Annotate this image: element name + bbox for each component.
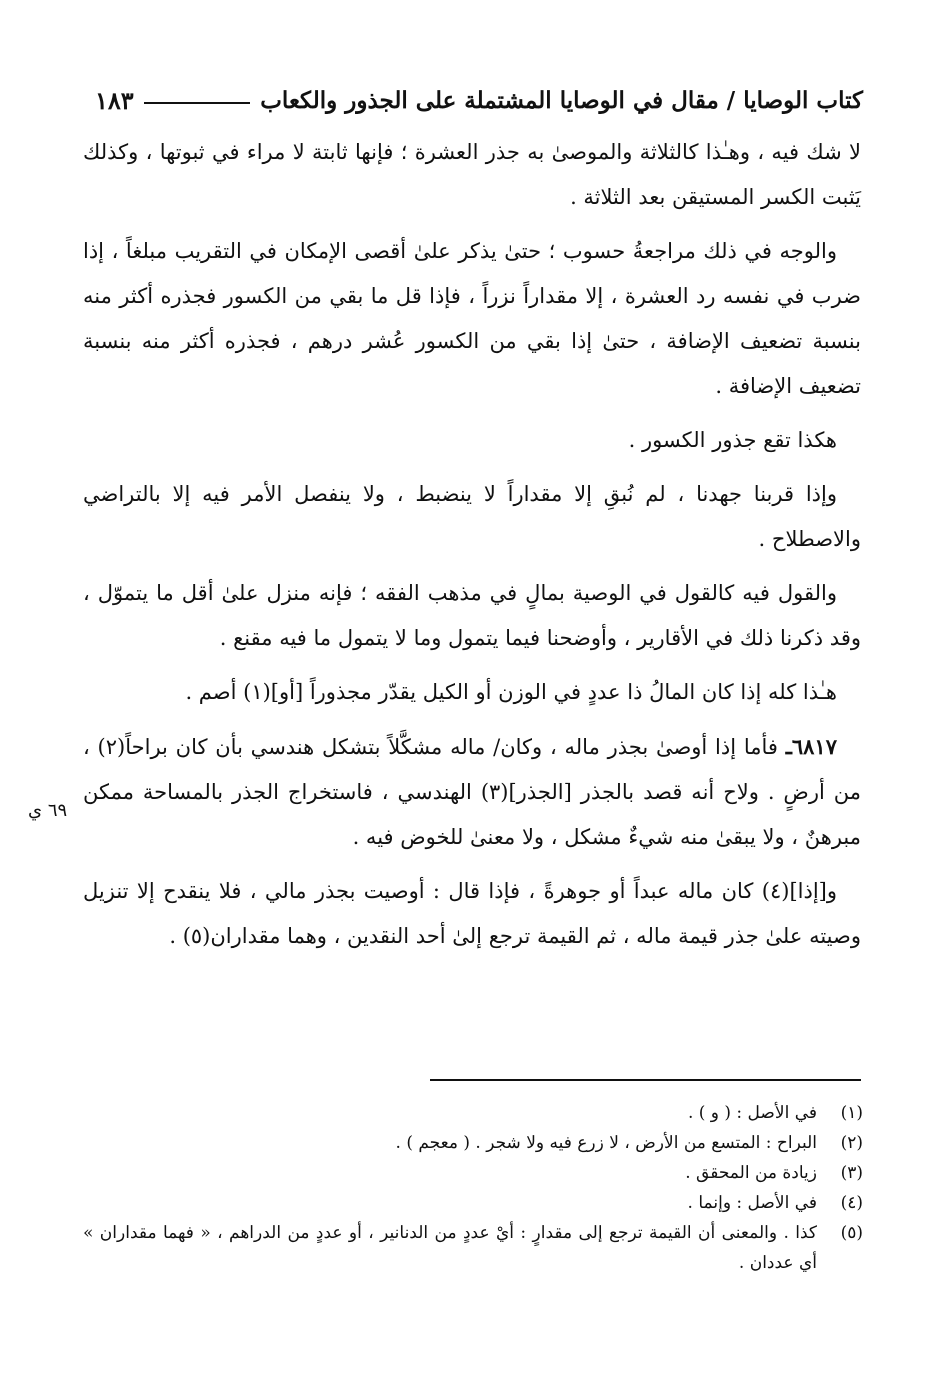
footnote-number: (١) [840, 1103, 863, 1123]
footnote-number: (٤) [840, 1193, 863, 1213]
footnotes [83, 1098, 863, 1278]
paragraph-text: فأما إذا أوصىٰ بجذر ماله ، وكان/ ماله مشكَّلاً بتشكل هندسي بأن كان براحاً(٢) ، من أرضٍ . ولاح أنه قصد بالجذر [الجذر](٣) الهندسي ، فاستخراج الجذر بالمساحة ممكن مبرهنٌ ، ولا يبقىٰ منه شيءٌ مشكل ، ولا معنىٰ للخوض فيه . [83, 735, 861, 849]
footnote-text: كذا . والمعنى أن القيمة ترجع إلى مقدارٍ : أيْ عددٍ من الدنانير ، أو عددٍ من الدراهم ، « فهما مقداران » أي عددان . [83, 1223, 817, 1273]
footnote-text: في الأصل : ( و ) . [687, 1103, 817, 1123]
footnote-text: البراح : المتسع من الأرض ، لا زرع فيه ولا شجر . ( معجم ) . [395, 1133, 817, 1153]
footnote [83, 1098, 863, 1128]
footnote-text: زيادة من المحقق . [685, 1163, 817, 1183]
paragraph: هكذا تقع جذور الكسور . [628, 428, 837, 452]
margin-folio-note: ٦٩ ي [28, 800, 68, 821]
footnote [83, 1218, 863, 1278]
footnote-number: (٣) [840, 1163, 863, 1183]
paragraph: والوجه في ذلك مراجعةُ حسوب ؛ حتىٰ يذكر علىٰ أقصى الإمكان في التقريب مبلغاً ، إذا ضرب في نفسه رد العشرة ، إلا مقداراً نزراً ، فإذا قل ما بقي من الكسور فجذره أكثر منه بنسبة تضعيف الإضافة ، حتىٰ إذا بقي من الكسور عُشر درهم ، فجذره أكثر منه بنسبة تضعيف الإضافة . [83, 239, 861, 398]
numbered-paragraph [83, 724, 861, 860]
footnote [83, 1128, 863, 1158]
paragraph: و[إذا](٤) كان ماله عبداً أو جوهرةً ، فإذا قال : أوصيت بجذر مالي ، فلا ينقدح إلا تنزيل وصيته علىٰ جذر قيمة ماله ، ثم القيمة ترجع إلىٰ أحد النقدين ، وهما مقداران(٥) . [83, 879, 861, 948]
header-title: كتاب الوصايا / مقال في الوصايا المشتملة على الجذور والكعاب [260, 86, 863, 114]
page-number: ١٨٣ [95, 85, 134, 115]
footnote [83, 1158, 863, 1188]
main-text [83, 130, 861, 968]
footnote-number: (٢) [840, 1133, 863, 1153]
paragraph: لا شك فيه ، وهـٰذا كالثلاثة والموصىٰ به جذر العشرة ؛ فإنها ثابتة لا مراء في ثبوتها ، وكذلك يَثبت الكسر المستيقن بعد الثلاثة . [83, 140, 861, 209]
paragraph: والقول فيه كالقول في الوصية بمالٍ في مذهب الفقه ؛ فإنه منزل علىٰ أقل ما يتموّل ، وقد ذكرنا ذلك في الأقارير ، وأوضحنا فيما يتمول وما لا يتمول ما فيه مقنع . [83, 581, 861, 650]
running-header [95, 78, 863, 122]
paragraph: وإذا قربنا جهدنا ، لم نُبقِ إلا مقداراً لا ينضبط ، ولا ينفصل الأمر فيه إلا بالتراضي والاصطلاح . [83, 482, 861, 551]
footnote-number: (٥) [840, 1223, 863, 1243]
header-rule [144, 102, 251, 104]
paragraph-number: ٦٨١٧ـ [785, 734, 837, 759]
paragraph: هـٰذا كله إذا كان المالُ ذا عددٍ في الوزن أو الكيل يقدّر مجذوراً [أو](١) أصم . [185, 680, 837, 704]
footnote [83, 1188, 863, 1218]
footnote-text: في الأصل : وإنما . [687, 1193, 817, 1213]
footnote-separator [430, 1079, 861, 1081]
